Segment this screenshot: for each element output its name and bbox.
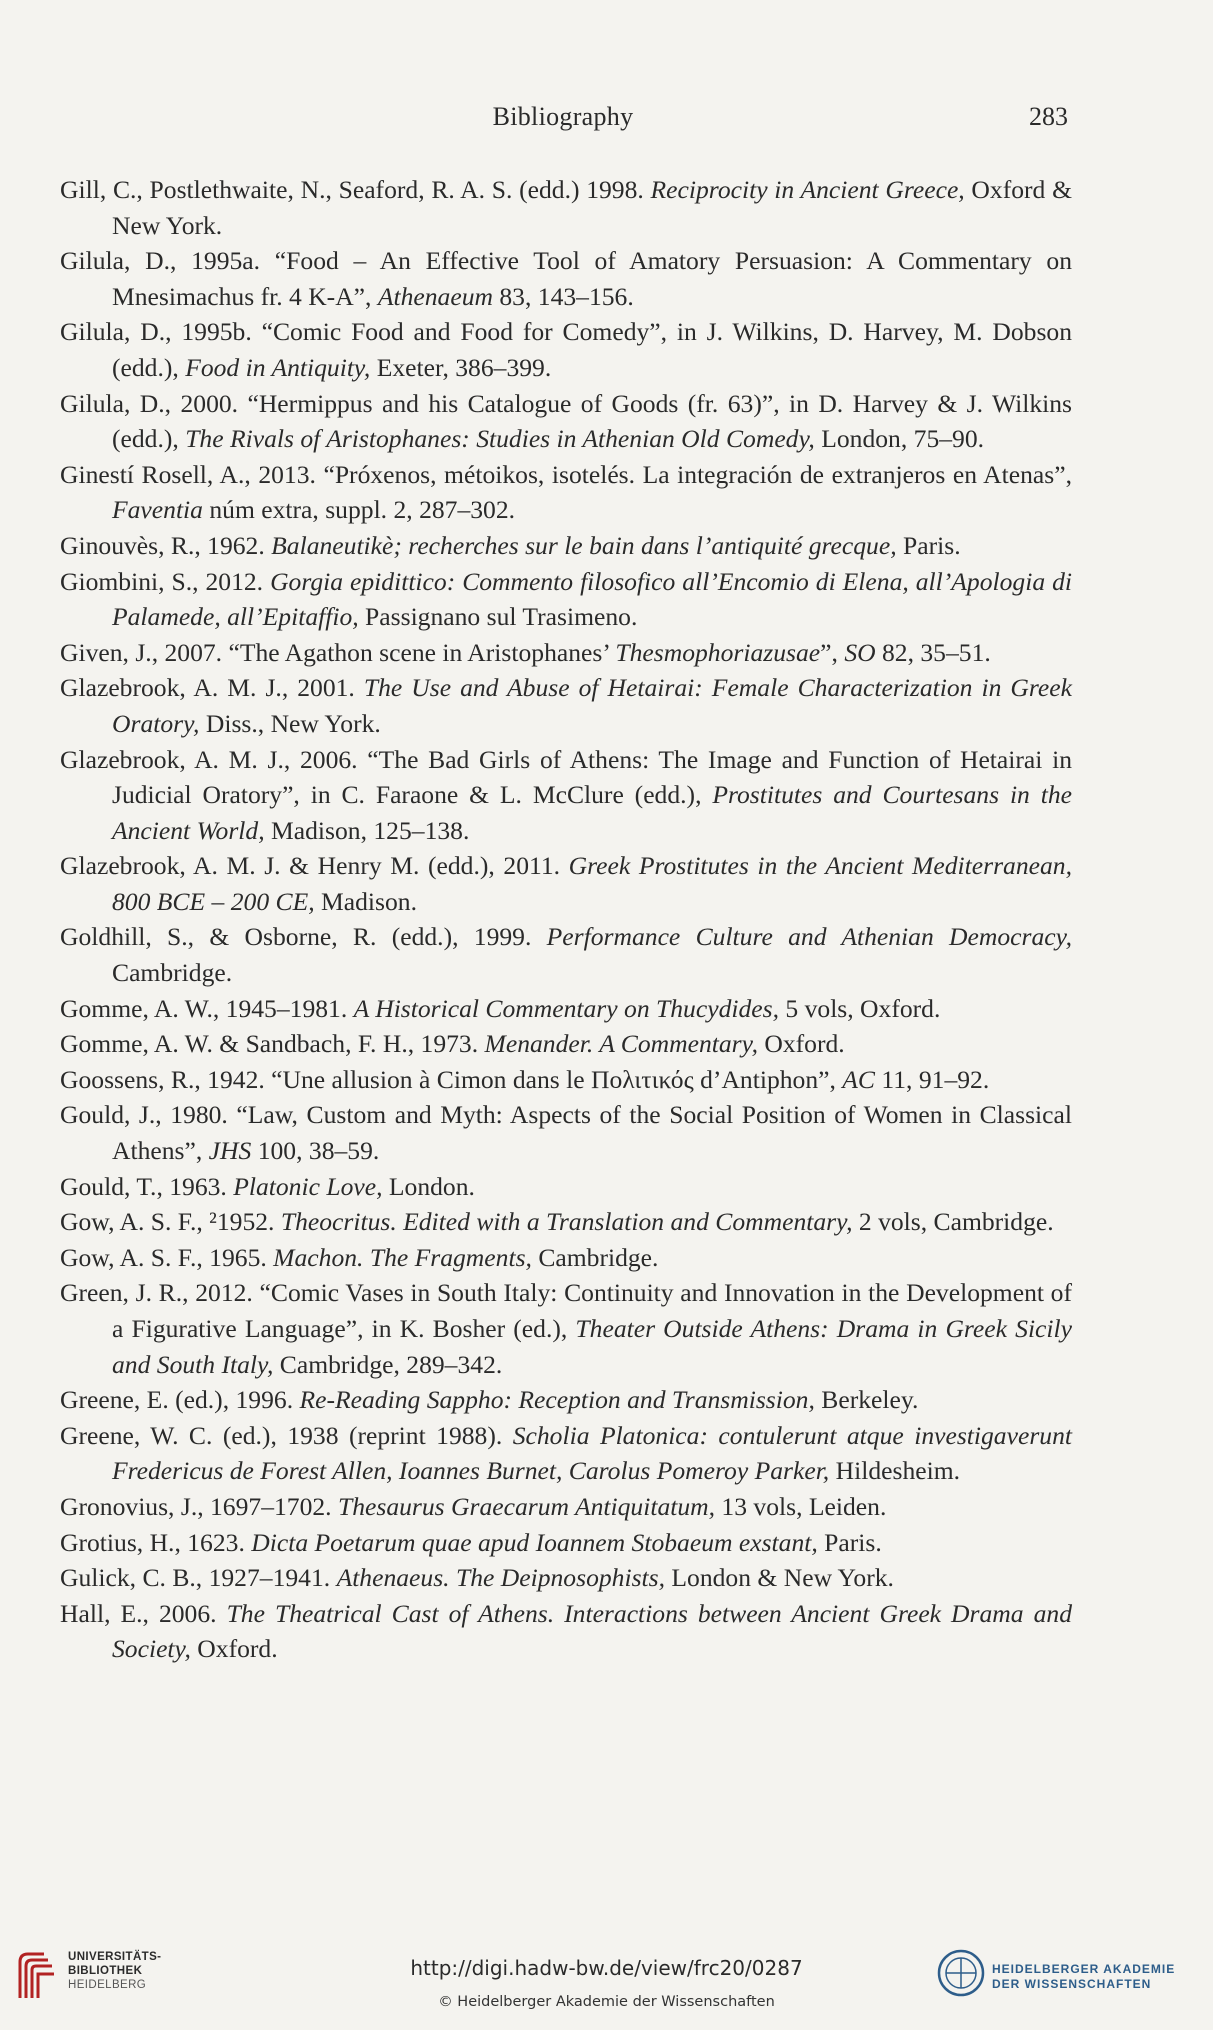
bibliography-entry [60, 1240, 1072, 1276]
entry-title-italic: Food in Antiquity, [185, 352, 371, 382]
page-header [58, 102, 1068, 136]
entry-title-italic: A Historical Commentary on Thucydides, [353, 993, 779, 1023]
entry-text: Gill, C., Postlethwaite, N., Seaford, R. A. S. (edd.) 1998. [60, 175, 651, 204]
entry-title-italic: Balaneutikè; recherches sur le bain dans l’antiquité grecque, [271, 530, 897, 560]
bibliography-entry [60, 1489, 1072, 1525]
bibliography-entry [60, 742, 1072, 849]
entry-text: Hall, E., 2006. [60, 1598, 227, 1628]
entry-text: Oxford & New York. [112, 175, 1072, 240]
entry-text: Gilula, D., 1995b. “Comic Food and Food for Comedy”, in J. Wilkins, D. Harvey, M. Dobson (edd.), [60, 317, 1072, 382]
bibliography-entry [60, 1275, 1072, 1382]
entry-text: Gilula, D., 2000. “Hermippus and his Catalogue of Goods (fr. 63)”, in D. Harvey & J. Wilkins (edd.), [60, 388, 1072, 454]
entry-text: 83, 143–156. [492, 281, 634, 311]
uni-line-1: UNIVERSITÄTS- [68, 1951, 162, 1963]
entry-text: 2 vols, Cambridge. [852, 1207, 1054, 1237]
entry-text: Gow, A. S. F., ²1952. [60, 1207, 281, 1237]
footer [0, 1942, 1213, 2030]
entry-text: Glazebrook, A. M. J., 2001. [60, 673, 364, 703]
entry-text: 11, 91–92. [875, 1064, 990, 1094]
entry-title-italic: Platonic Love, [233, 1171, 383, 1201]
entry-text: Paris. [817, 1527, 882, 1557]
entry-title-italic: Thesaurus Graecarum Antiquitatum, [337, 1491, 716, 1521]
page-number: 283 [1029, 102, 1068, 131]
entry-text: Madison. [314, 886, 417, 916]
page-url-link[interactable]: http://digi.hadw-bw.de/view/frc20/0287 [410, 1956, 803, 1980]
entry-text: London, 75–90. [814, 424, 985, 454]
bibliography-entry [60, 243, 1072, 314]
entry-title-italic: Thesmophoriazusae [615, 637, 821, 667]
bibliography-entry [60, 1382, 1072, 1418]
bibliography-entry [60, 1097, 1072, 1168]
copyright-notice: © Heidelberger Akademie der Wissenschaften [438, 1994, 775, 2010]
uni-line-2: BIBLIOTHEK [68, 1965, 143, 1977]
entry-text: Gilula, D., 1995a. “Food – An Effective Tool of Amatory Persuasion: A Commentary on Mnesimachus fr. 4 K-A”, [60, 246, 1072, 311]
entry-text: Green, J. R., 2012. “Comic Vases in South Italy: Continuity and Innovation in the Development of a Figurative Language”, in K. Bosher (ed.), [60, 1278, 1072, 1343]
bibliography-entry [60, 528, 1072, 564]
entry-text: Given, J., 2007. “The Agathon scene in Aristophanes’ [60, 637, 616, 667]
bibliography-entry [60, 991, 1072, 1027]
bibliography-entry [60, 1062, 1072, 1098]
entry-title-italic: Prostitutes and Courtesans in the Ancient World, [112, 780, 1072, 845]
entry-text: Berkeley. [814, 1385, 919, 1415]
entry-text: Oxford. [757, 1029, 845, 1059]
entry-text: 100, 38–59. [251, 1136, 380, 1166]
entry-text: Gould, T., 1963. [60, 1171, 234, 1201]
entry-text: Greene, W. C. (ed.), 1938 (reprint 1988). [60, 1420, 513, 1450]
entry-text: Gronovius, J., 1697–1702. [60, 1491, 338, 1521]
bibliography-list [60, 172, 1072, 1667]
entry-text: Glazebrook, A. M. J., 2006. “The Bad Girls of Athens: The Image and Function of Hetairai in Judicial Oratory”, in C. Faraone & L. McClure (edd.), [60, 744, 1072, 810]
bibliography-entry [60, 386, 1072, 457]
entry-title-italic: JHS [208, 1136, 252, 1166]
entry-text: Glazebrook, A. M. J. & Henry M. (edd.), 2011. [60, 851, 569, 881]
entry-text: 82, 35–51. [875, 637, 991, 667]
entry-text: Gomme, A. W. & Sandbach, F. H., 1973. [60, 1029, 485, 1059]
entry-text: Passignano sul Trasimeno. [358, 602, 638, 632]
academy-seal-icon [936, 1948, 986, 1998]
bibliography-entry [60, 635, 1072, 671]
entry-text: Cambridge, 289–342. [273, 1349, 503, 1379]
entry-text: Hildesheim. [829, 1456, 961, 1486]
entry-title-italic: Athenaeus. The Deipnosophists, [336, 1563, 665, 1593]
entry-title-italic: AC [842, 1064, 876, 1094]
bibliography-entry [60, 564, 1072, 635]
entry-title-italic: Reciprocity in Ancient Greece, [650, 175, 965, 204]
entry-text: ”, [820, 637, 845, 667]
entry-text: Exeter, 386–399. [370, 352, 552, 382]
entry-text: Greene, E. (ed.), 1996. [60, 1385, 300, 1415]
entry-title-italic: The Theatrical Cast of Athens. Interactions between Ancient Greek Drama and Society, [112, 1598, 1072, 1664]
entry-text: Oxford. [190, 1634, 278, 1664]
entry-title-italic: Dicta Poetarum quae apud Ioannem Stobaeum exstant, [251, 1527, 818, 1557]
uni-line-3: HEIDELBERG [68, 1979, 147, 1991]
entry-title-italic: Theater Outside Athens: Drama in Greek Sicily and South Italy, [112, 1314, 1072, 1379]
entry-title-italic: The Use and Abuse of Hetairai: Female Characterization in Greek Oratory, [112, 673, 1072, 738]
entry-text: Gould, J., 1980. “Law, Custom and Myth: Aspects of the Social Position of Women in Classical Athens”, [60, 1100, 1072, 1166]
entry-text: Cambridge. [531, 1242, 659, 1272]
academy-name [992, 1962, 1175, 1992]
entry-text: núm extra, suppl. 2, 287–302. [202, 495, 516, 525]
bibliography-entry [60, 457, 1072, 528]
entry-title-italic: Machon. The Fragments, [273, 1242, 532, 1272]
entry-text: London. [382, 1171, 475, 1201]
running-title: Bibliography [492, 102, 634, 131]
bibliography-entry [60, 1169, 1072, 1205]
entry-text: Madison, 125–138. [264, 815, 470, 845]
academy-line-1: HEIDELBERGER AKADEMIE [992, 1962, 1176, 1976]
entry-text: Paris. [896, 530, 961, 560]
bibliography-entry [60, 172, 1072, 243]
bibliography-entry [60, 1560, 1072, 1596]
entry-text: Gulick, C. B., 1927–1941. [60, 1563, 337, 1593]
academy-line-2: DER WISSENSCHAFTEN [992, 1977, 1152, 1991]
entry-text: Goldhill, S., & Osborne, R. (edd.), 1999. [60, 922, 547, 952]
entry-text: London & New York. [665, 1563, 894, 1593]
entry-title-italic: Theocritus. Edited with a Translation and Commentary, [280, 1207, 853, 1237]
entry-title-italic: Faventia [112, 495, 203, 525]
entry-title-italic: Menander. A Commentary, [484, 1029, 758, 1059]
entry-title-italic: SO [844, 637, 876, 667]
entry-text: 5 vols, Oxford. [779, 993, 941, 1023]
entry-text: Grotius, H., 1623. [60, 1527, 252, 1557]
bibliography-entry [60, 1525, 1072, 1561]
entry-text: Diss., New York. [199, 708, 381, 738]
entry-text: Ginouvès, R., 1962. [60, 530, 272, 560]
bibliography-entry [60, 1418, 1072, 1489]
entry-text: Ginestí Rosell, A., 2013. “Próxenos, métoikos, isotelés. La integración de extranjeros en Atenas”, [60, 459, 1072, 489]
bibliography-entry [60, 314, 1072, 385]
entry-title-italic: Scholia Platonica: contulerunt atque investigaverunt Fredericus de Forest Allen, Ioannes Burnet, Carolus Pomeroy Parker, [112, 1420, 1072, 1486]
bibliography-entry [60, 1204, 1072, 1240]
entry-text: Goossens, R., 1942. “Une allusion à Cimon dans le Πολιτικός d’Antiphon”, [60, 1064, 843, 1094]
bibliography-entry [60, 848, 1072, 919]
entry-title-italic: Athenaeum [377, 281, 493, 311]
bibliography-entry [60, 1026, 1072, 1062]
entry-title-italic: Re-Reading Sappho: Reception and Transmission, [299, 1385, 815, 1415]
bibliography-entry [60, 670, 1072, 741]
entry-title-italic: Greek Prostitutes in the Ancient Mediterranean, 800 BCE – 200 CE, [112, 851, 1072, 916]
entry-text: Giombini, S., 2012. [60, 566, 271, 596]
entry-text: 13 vols, Leiden. [715, 1491, 887, 1521]
entry-text: Gow, A. S. F., 1965. [60, 1242, 274, 1272]
entry-title-italic: Performance Culture and Athenian Democracy, [546, 922, 1072, 952]
bibliography-entry [60, 1596, 1072, 1667]
entry-title-italic: The Rivals of Aristophanes: Studies in Athenian Old Comedy, [185, 424, 815, 454]
bibliography-entry [60, 919, 1072, 990]
entry-title-italic: Gorgia epidittico: Commento filosofico all’Encomio di Elena, all’Apologia di Palamede, all’Epitaffio, [112, 566, 1073, 632]
entry-text: Cambridge. [112, 958, 233, 988]
entry-text: Gomme, A. W., 1945–1981. [60, 993, 354, 1023]
